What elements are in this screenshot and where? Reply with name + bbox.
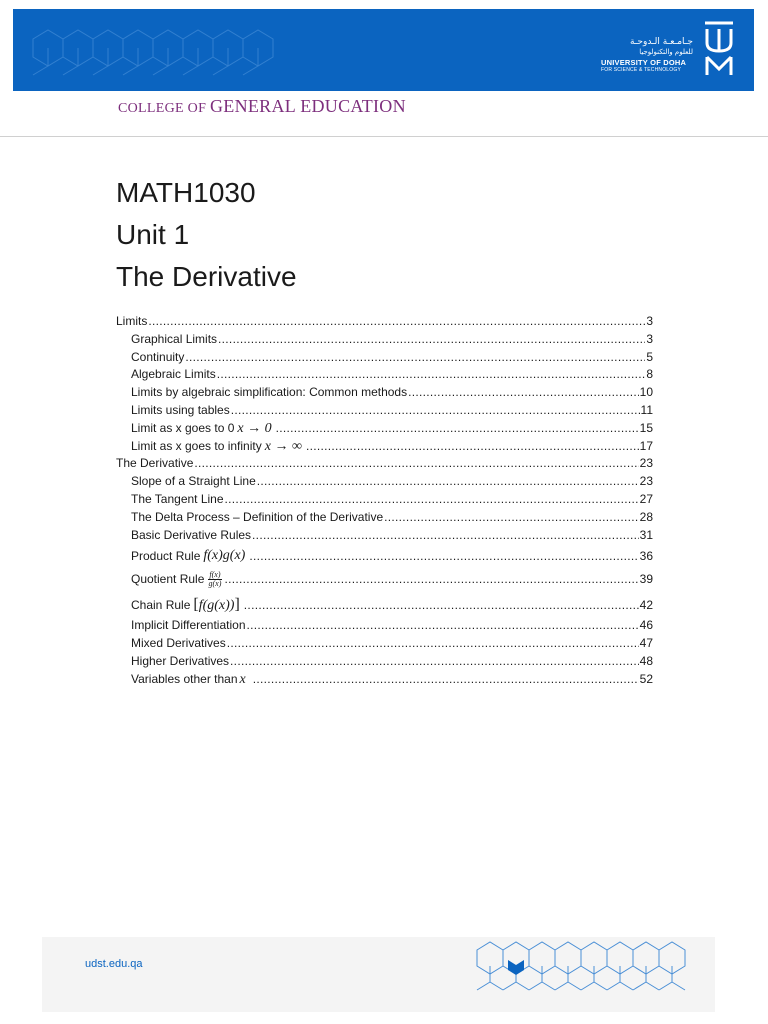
right-bracket-icon: ] <box>234 596 240 614</box>
footer-website-link[interactable]: udst.edu.qa <box>85 958 143 970</box>
toc-entry-quotient-rule[interactable] <box>116 566 653 592</box>
logo-university-subtitle: FOR SCIENCE & TECHNOLOGY <box>601 67 681 73</box>
toc-math: x <box>239 671 246 687</box>
toc-label: Chain Rule <box>131 598 191 613</box>
toc-page: 10 <box>639 385 653 400</box>
document-title <box>116 172 297 298</box>
toc-label: Variables other than <box>131 671 238 686</box>
toc-label: Limit as x goes to infinity <box>131 438 262 453</box>
toc-page: 15 <box>639 420 653 435</box>
university-emblem-icon <box>701 17 737 81</box>
toc-page: 3 <box>646 331 653 346</box>
toc-page: 31 <box>639 527 653 542</box>
toc-label: Algebraic Limits <box>131 367 216 382</box>
unit-number: Unit 1 <box>116 219 190 250</box>
toc-label: The Tangent Line <box>131 491 224 506</box>
toc-page: 28 <box>639 509 653 524</box>
toc-label: Limits <box>116 314 148 328</box>
toc-entry-limit-x-to-infinity[interactable] <box>116 439 653 457</box>
toc-entry-variables-other-than-x[interactable] <box>116 672 653 690</box>
toc-page: 48 <box>639 653 653 668</box>
toc-entry-tangent-line[interactable] <box>116 492 653 510</box>
toc-page: 11 <box>640 402 653 417</box>
toc-page: 39 <box>639 572 653 587</box>
toc-page: 23 <box>639 474 653 489</box>
course-code: MATH1030 <box>116 177 256 208</box>
toc-label: Product Rule <box>131 548 201 563</box>
toc-page: 8 <box>646 367 653 382</box>
toc-entry-delta-process[interactable] <box>116 510 653 528</box>
toc-entry-chain-rule[interactable] <box>116 592 653 618</box>
header-divider <box>0 136 768 137</box>
toc-label: Limits using tables <box>131 402 230 417</box>
toc-math-fraction <box>208 571 221 588</box>
toc-entry-the-derivative[interactable] <box>116 456 653 474</box>
unit-topic: The Derivative <box>116 261 297 292</box>
table-of-contents <box>116 314 653 690</box>
toc-entry-limits[interactable] <box>116 314 653 332</box>
left-bracket-icon: [ <box>193 596 199 614</box>
toc-label: Slope of a Straight Line <box>131 474 256 489</box>
toc-math: f(x)g(x) <box>203 547 246 563</box>
toc-entry-higher-derivatives[interactable] <box>116 654 653 672</box>
toc-entry-basic-derivative-rules[interactable] <box>116 528 653 546</box>
toc-page: 5 <box>646 349 653 364</box>
toc-page: 23 <box>639 456 653 471</box>
toc-page: 36 <box>639 548 653 563</box>
toc-label: Higher Derivatives <box>131 653 230 668</box>
toc-entry-limits-by-simplification[interactable] <box>116 385 653 403</box>
toc-entry-slope-straight-line[interactable] <box>116 474 653 492</box>
toc-label: Limit as x goes to 0 <box>131 420 235 435</box>
fraction-numerator: f(x) <box>209 569 221 579</box>
college-name <box>118 96 406 117</box>
toc-label: Quotient Rule <box>131 572 205 587</box>
logo-university-name: UNIVERSITY OF DOHA <box>601 58 687 67</box>
toc-math: x → 0 <box>237 420 272 436</box>
toc-label: Implicit Differentiation <box>131 618 246 633</box>
toc-label: Graphical Limits <box>131 331 218 346</box>
toc-label: Basic Derivative Rules <box>131 527 252 542</box>
college-prefix: COLLEGE OF <box>118 101 210 116</box>
toc-page: 3 <box>646 314 653 328</box>
university-logo-text <box>601 37 693 73</box>
toc-page: 52 <box>639 671 653 686</box>
toc-entry-continuity[interactable] <box>116 350 653 368</box>
toc-label: Continuity <box>131 349 185 364</box>
toc-page: 27 <box>639 491 653 506</box>
toc-page: 17 <box>639 438 653 453</box>
toc-entry-mixed-derivatives[interactable] <box>116 636 653 654</box>
toc-label: The Delta Process – Definition of the Derivative <box>131 509 384 524</box>
college-title: GENERAL EDUCATION <box>209 96 406 116</box>
toc-math: f(g(x)) <box>198 598 235 614</box>
toc-entry-implicit-differentiation[interactable] <box>116 618 653 636</box>
header-banner <box>13 9 754 91</box>
decorative-pattern-icon <box>13 9 313 91</box>
toc-entry-limits-using-tables[interactable] <box>116 403 653 421</box>
fraction-denominator: g(x) <box>208 578 222 588</box>
toc-entry-limit-x-to-zero[interactable] <box>116 421 653 439</box>
logo-arabic-line2: للعلوم والتكنولوجيا <box>639 48 693 56</box>
toc-page: 46 <box>639 618 653 633</box>
toc-label: Mixed Derivatives <box>131 636 226 651</box>
toc-page: 42 <box>639 598 653 613</box>
toc-page: 47 <box>639 636 653 651</box>
toc-entry-product-rule[interactable] <box>116 545 653 566</box>
toc-label: The Derivative <box>116 456 194 471</box>
toc-math: x → ∞ <box>264 438 302 454</box>
footer-decorative-pattern-icon <box>472 936 717 998</box>
toc-entry-graphical-limits[interactable] <box>116 332 653 350</box>
toc-entry-algebraic-limits[interactable] <box>116 367 653 385</box>
logo-arabic-line1: جـامـعـة الـدوحـة <box>629 37 693 47</box>
toc-label: Limits by algebraic simplification: Common methods <box>131 385 408 400</box>
